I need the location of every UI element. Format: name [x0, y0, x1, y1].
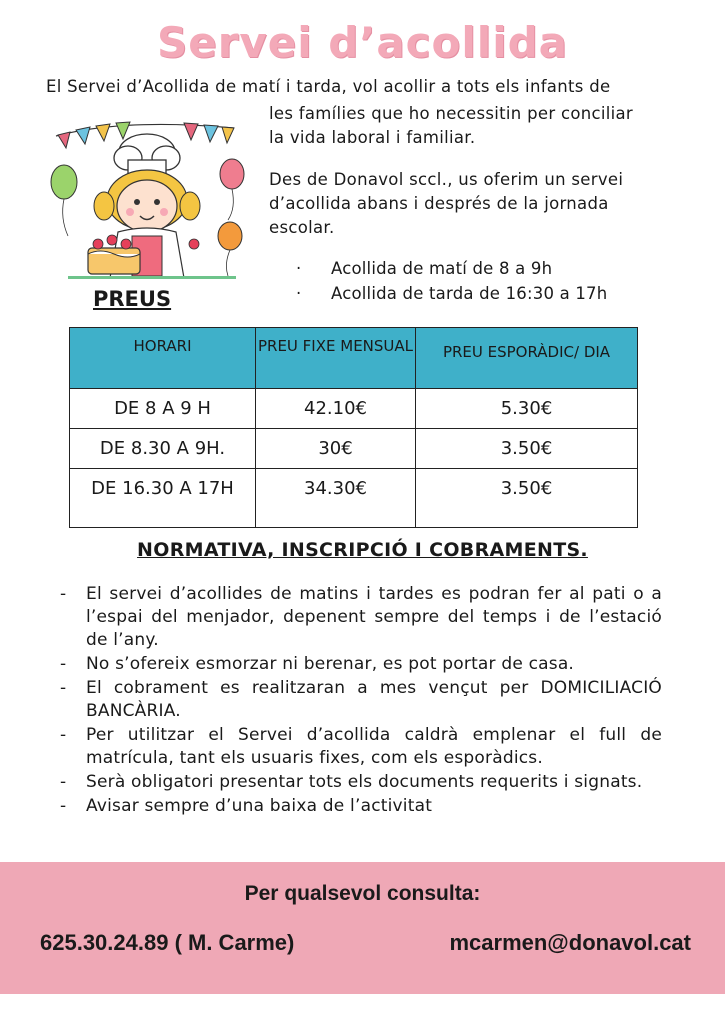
bullet: ·: [296, 259, 302, 278]
normativa-heading: NORMATIVA, INSCRIPCIÓ I COBRAMENTS.: [137, 539, 588, 561]
table-row: [70, 389, 638, 429]
bullet: ·: [296, 284, 302, 303]
dash: -: [60, 584, 67, 604]
price-table: [69, 327, 638, 528]
table-cell: 3.50€: [416, 429, 638, 469]
intro-paragraph-2: Des de Donavol sccl., us oferim un servei d’acollida abans i després de la jornada escolar.: [269, 170, 624, 237]
list-item: [60, 583, 662, 652]
schedule-list: [296, 256, 607, 306]
list-item: [60, 653, 662, 676]
dash: -: [60, 678, 67, 698]
column-header-preu-esporadic: PREU ESPORÀDIC/ DIA: [416, 328, 638, 389]
table-row: [70, 429, 638, 469]
table-cell: DE 8 A 9 H: [70, 389, 256, 429]
dash: -: [60, 725, 67, 745]
rule-text: Per utilitzar el Servei d’acollida caldrà emplenar el full de matrícula, tant els usuaris fixes, com els esporàdics.: [86, 725, 662, 768]
dash: -: [60, 654, 67, 674]
table-header-row: [70, 328, 638, 389]
rule-text: Serà obligatori presentar tots els documents requerits i signats.: [86, 772, 643, 792]
list-item: [60, 724, 662, 770]
list-item: [60, 677, 662, 723]
schedule-item-morning: [296, 256, 607, 281]
table-cell: 30€: [256, 429, 416, 469]
table-cell: 42.10€: [256, 389, 416, 429]
intro-line-2: les famílies que ho necessitin per conciliar la vida laboral i familiar.: [269, 104, 634, 147]
intro-line-1: El Servei d’Acollida de matí i tarda, vol acollir a tots els infants de: [46, 77, 611, 96]
schedule-item-afternoon: [296, 281, 607, 306]
list-item: [60, 795, 662, 818]
rule-text: No s’ofereix esmorzar ni berenar, es pot portar de casa.: [86, 654, 575, 674]
column-header-horari: HORARI: [70, 328, 256, 389]
preus-heading: PREUS: [93, 287, 172, 311]
table-cell: 34.30€: [256, 469, 416, 528]
table-cell: 3.50€: [416, 469, 638, 528]
child-chef-with-cake-icon: [44, 108, 254, 303]
rule-text: El servei d’acollides de matins i tardes es podran fer al pati o a l’espai del menjador, depenent sempre del temps i de l’estació de l’any.: [86, 584, 662, 650]
dash: -: [60, 772, 67, 792]
column-header-preu-fixe: PREU FIXE MENSUAL: [256, 328, 416, 389]
list-item: [60, 771, 662, 794]
table-cell: DE 16.30 A 17H: [70, 469, 256, 528]
table-row: [70, 469, 638, 528]
page-title: Servei d’acollida: [156, 18, 569, 67]
contact-prompt: Per qualsevol consulta:: [244, 882, 481, 905]
rule-text: Avisar sempre d’una baixa de l’activitat: [86, 796, 433, 816]
rules-list: [60, 583, 662, 819]
table-cell: 5.30€: [416, 389, 638, 429]
schedule-text: Acollida de tarda de 16:30 a 17h: [331, 284, 608, 303]
dash: -: [60, 796, 67, 816]
rule-text: El cobrament es realitzaran a mes vençut per DOMICILIACIÓ BANCÀRIA.: [86, 678, 662, 721]
table-cell: DE 8.30 A 9H.: [70, 429, 256, 469]
schedule-text: Acollida de matí de 8 a 9h: [331, 259, 553, 278]
contact-footer: [0, 862, 725, 994]
contact-phone[interactable]: 625.30.24.89 ( M. Carme): [40, 930, 295, 955]
contact-email-link[interactable]: mcarmen@donavol.cat: [449, 930, 691, 955]
